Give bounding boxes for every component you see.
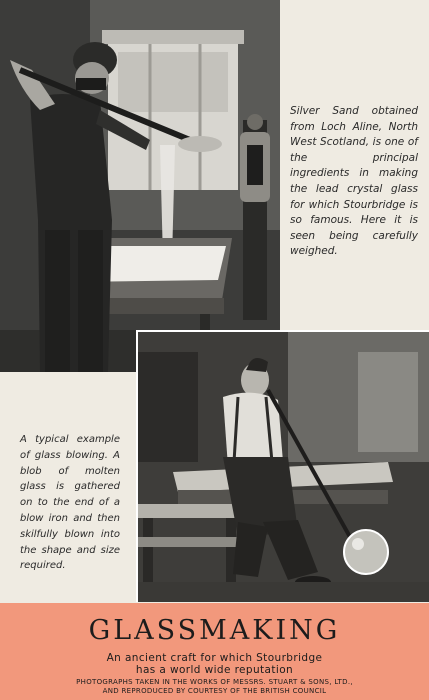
glass-blowing-illustration — [138, 332, 429, 602]
sand-caption: Silver Sand obtained from Loch Aline, North West Scotland, is one of the principal ingredients in making the lead crystal glass for which Stourbridge is so famous. Here it is seen being carefully weighed. — [290, 105, 418, 258]
sand-weighing-illustration — [0, 0, 280, 372]
photo-credits — [0, 678, 429, 695]
credits-line-1: PHOTOGRAPHS TAKEN IN THE WORKS OF MESSRS. STUART & SONS, LTD., — [76, 678, 353, 686]
title-banner — [0, 603, 429, 700]
sand-weighing-photo — [0, 0, 280, 372]
page-title: GLASSMAKING — [88, 615, 341, 646]
glass-blowing-photo — [136, 330, 429, 602]
credits-line-2: AND REPRODUCED BY COURTESY OF THE BRITISH COUNCIL — [102, 686, 327, 695]
subtitle — [0, 652, 429, 676]
subtitle-line-2: has a world wide reputation — [135, 664, 294, 676]
blowing-caption: A typical example of glass blowing. A blob of molten glass is gathered on to the end of a blow iron and then skilfully blown into the shape and size required. — [20, 434, 120, 572]
subtitle-line-1: An ancient craft for which Stourbridge — [106, 652, 323, 664]
